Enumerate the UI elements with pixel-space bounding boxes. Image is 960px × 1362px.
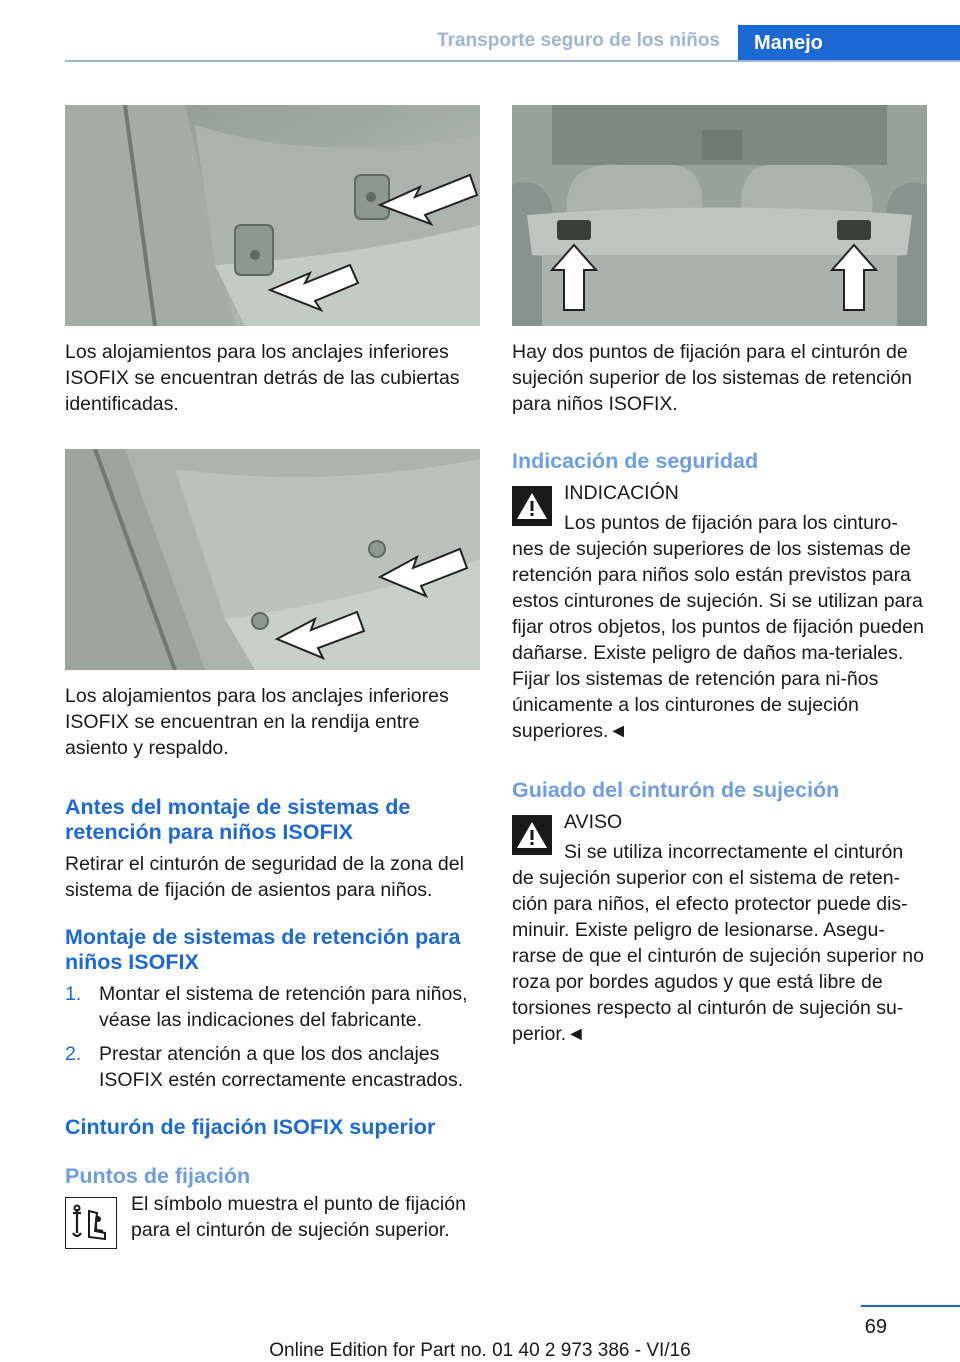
- symbol-row: [65, 1191, 480, 1243]
- warning-block-aviso: [512, 809, 927, 1047]
- warning-title: AVISO: [564, 811, 623, 833]
- isofix-child-seat-icon: [65, 1197, 117, 1249]
- warning-first-line: Los puntos de fijación para los cinturo‐: [564, 512, 898, 534]
- list-item: [65, 981, 480, 1033]
- list-item: [65, 1041, 480, 1093]
- step-text: Montar el sistema de retención para niños, véase las indicaciones del fabricante.: [99, 983, 468, 1031]
- warning-text: nes de sujeción superiores de los sistemas de retención para niños solo están previstos para estos cinturones de sujeción. Si se utilizan para fijar otros objetos, los puntos de fijación pueden dañarse. Existe peligro de daños ma‐teriales. Fijar los sistemas de retención para ni‐ños únicamente a los cinturones de sujeción superiores.◄: [512, 538, 924, 742]
- left-column: [65, 105, 480, 1243]
- photo-isofix-covers: [65, 105, 480, 326]
- heading-puntos-fijacion: Puntos de fijación: [65, 1164, 251, 1188]
- header-section-title: Transporte seguro de los niños: [437, 30, 720, 51]
- photo-isofix-gap: [65, 449, 480, 670]
- heading-antes-montaje: Antes del montaje de sistemas de retención para niños ISOFIX: [65, 795, 411, 844]
- warning-title: INDICACIÓN: [564, 482, 679, 504]
- warning-block-indicacion: [512, 480, 927, 744]
- heading-guiado-cinturon: Guiado del cinturón de sujeción: [512, 778, 840, 802]
- caption-photo-1: Los alojamientos para los anclajes inferiores ISOFIX se encuentran detrás de las cubiertas identificadas.: [65, 341, 460, 415]
- step-number: 1.: [65, 983, 82, 1005]
- warning-icon: [512, 486, 552, 526]
- photo-top-tether-points: [512, 105, 927, 326]
- right-column: [512, 105, 927, 1047]
- caption-photo-2: Los alojamientos para los anclajes inferiores ISOFIX se encuentran en la rendija entre asiento y respaldo.: [65, 685, 449, 759]
- header-rule: [65, 60, 960, 62]
- heading-montaje: Montaje de sistemas de retención para niños ISOFIX: [65, 925, 461, 974]
- footer-edition: Online Edition for Part no. 01 40 2 973 386 - VI/16: [269, 1340, 691, 1361]
- caption-photo-3: Hay dos puntos de fijación para el cinturón de sujeción superior de los sistemas de retención para niños ISOFIX.: [512, 341, 912, 415]
- steps-list: [65, 981, 480, 1093]
- warning-first-line: Si se utiliza incorrectamente el cinturón: [564, 841, 904, 863]
- footer-rule: [861, 1305, 960, 1307]
- heading-cinturon-superior: Cinturón de fijación ISOFIX superior: [65, 1115, 436, 1139]
- page-number: 69: [864, 1316, 887, 1338]
- warning-icon: [512, 815, 552, 855]
- warning-text: de sujeción superior con el sistema de reten‐ción para niños, el efecto protector puede dis‐minuir. Existe peligro de lesionarse. Asegu‐rarse de que el cinturón de sujeción superior no roza por bordes agudos y que está libre de torsiones respecto al cinturón de sujeción su‐perior.◄: [512, 867, 924, 1045]
- heading-indicacion-seguridad: Indicación de seguridad: [512, 449, 759, 473]
- header-chapter-tab[interactable]: Manejo: [738, 25, 960, 62]
- paragraph-simbolo: El símbolo muestra el punto de fijación para el cinturón de sujeción superior.: [131, 1193, 466, 1241]
- step-text: Prestar atención a que los dos anclajes ISOFIX estén correctamente encastrados.: [99, 1043, 464, 1091]
- step-number: 2.: [65, 1043, 82, 1065]
- paragraph-antes-montaje: Retirar el cinturón de seguridad de la zona del sistema de fijación de asientos para niños.: [65, 853, 464, 901]
